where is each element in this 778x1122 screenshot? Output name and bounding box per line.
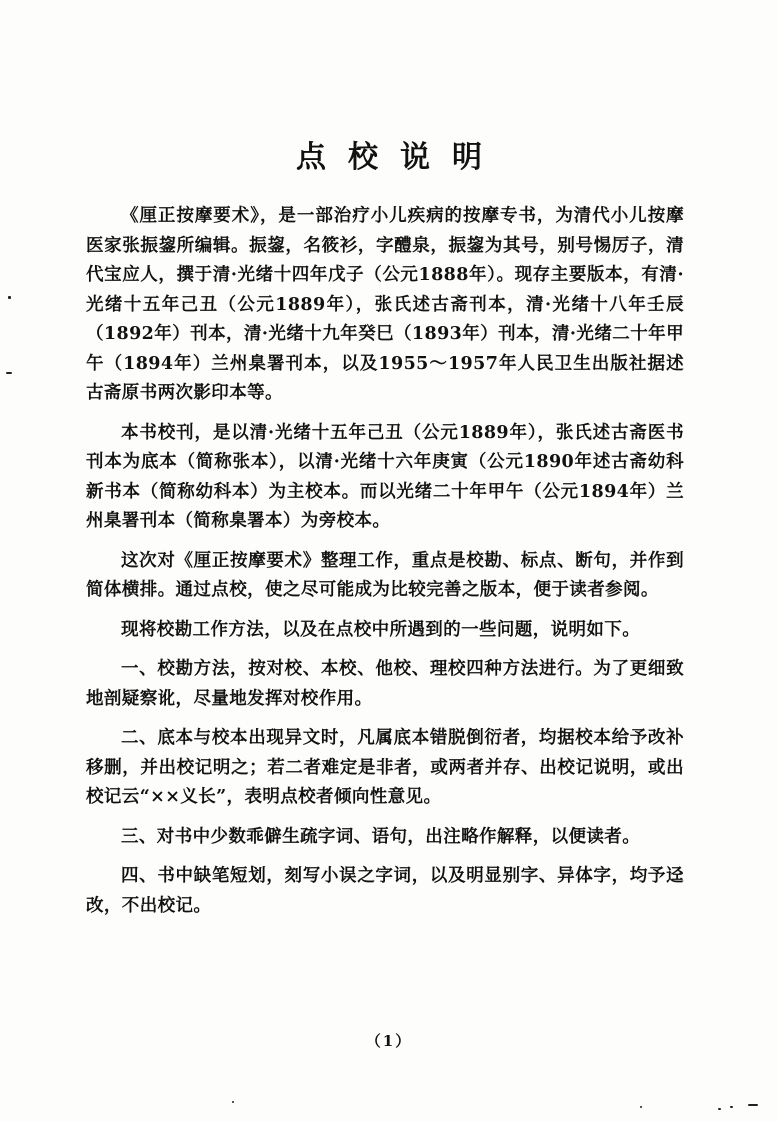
scan-speck — [8, 296, 11, 299]
paragraph-3: 这次对《厘正按摩要术》整理工作，重点是校勘、标点、断句，并作到简体横排。通过点校，使之尽可能成为比较完善之版本，便于读者参阅。 — [86, 550, 684, 600]
paragraph-5: 一、校勘方法，按对校、本校、他校、理校四种方法进行。为了更细致地剖疑察讹，尽量地发挥对校作用。 — [86, 659, 684, 709]
scan-speck — [730, 1106, 733, 1108]
body-text — [86, 202, 684, 931]
paragraph-2: 本书校刊，是以清·光绪十五年己丑（公元1889年），张氏述古斋医书刊本为底本（简称张本），以清·光绪十六年庚寅（公元1890年述古斋幼科新书本（简称幼科本）为主校本。而以光绪二十年甲午（公元1894年）兰州臬署刊本（简称臬署本）为旁校本。 — [86, 422, 684, 531]
paragraph-8: 四、书中缺笔短划，刻写小误之字词，以及明显别字、异体字，均予迳改，不出校记。 — [86, 866, 684, 916]
paragraph-4: 现将校勘工作方法，以及在点校中所遇到的一些问题，说明如下。 — [121, 619, 641, 640]
scan-speck — [6, 372, 12, 374]
scan-speck — [640, 1106, 642, 1108]
scan-speck — [718, 1108, 721, 1110]
paragraph-6: 二、底本与校本出现异文时，凡属底本错脱倒衍者，均据校本给予改补移删，并出校记明之；若二者难定是非者，或两者并存、出校记说明，或出校记云“××义长”，表明点校者倾向性意见。 — [86, 728, 684, 807]
page-title: 点校说明 — [296, 140, 504, 175]
paragraph-7: 三、对书中少数乖僻生疏字词、语句，出注略作解释，以便读者。 — [121, 826, 641, 847]
page-number: （1） — [365, 1032, 413, 1050]
paragraph-1: 《厘正按摩要术》，是一部治疗小儿疾病的按摩专书，为清代小儿按摩医家张振鋆所编辑。振鋆，名筱衫，字醴泉，振鋆为其号，别号惕厉子，清代宝应人，撰于清·光绪十四年戊子（公元1888年）。现存主要版本，有清·光绪十五年己丑（公元1889年），张氏述古斋刊本，清·光绪十八年壬辰（1892年）刊本，清·光绪十九年癸巳（1893年）刊本，清·光绪二十年甲午（1894年）兰州臬署刊本，以及1955～1957年人民卫生出版社据述古斋原书两次影印本等。 — [86, 206, 684, 403]
scan-speck — [232, 1101, 234, 1103]
scan-speck — [748, 1104, 758, 1106]
